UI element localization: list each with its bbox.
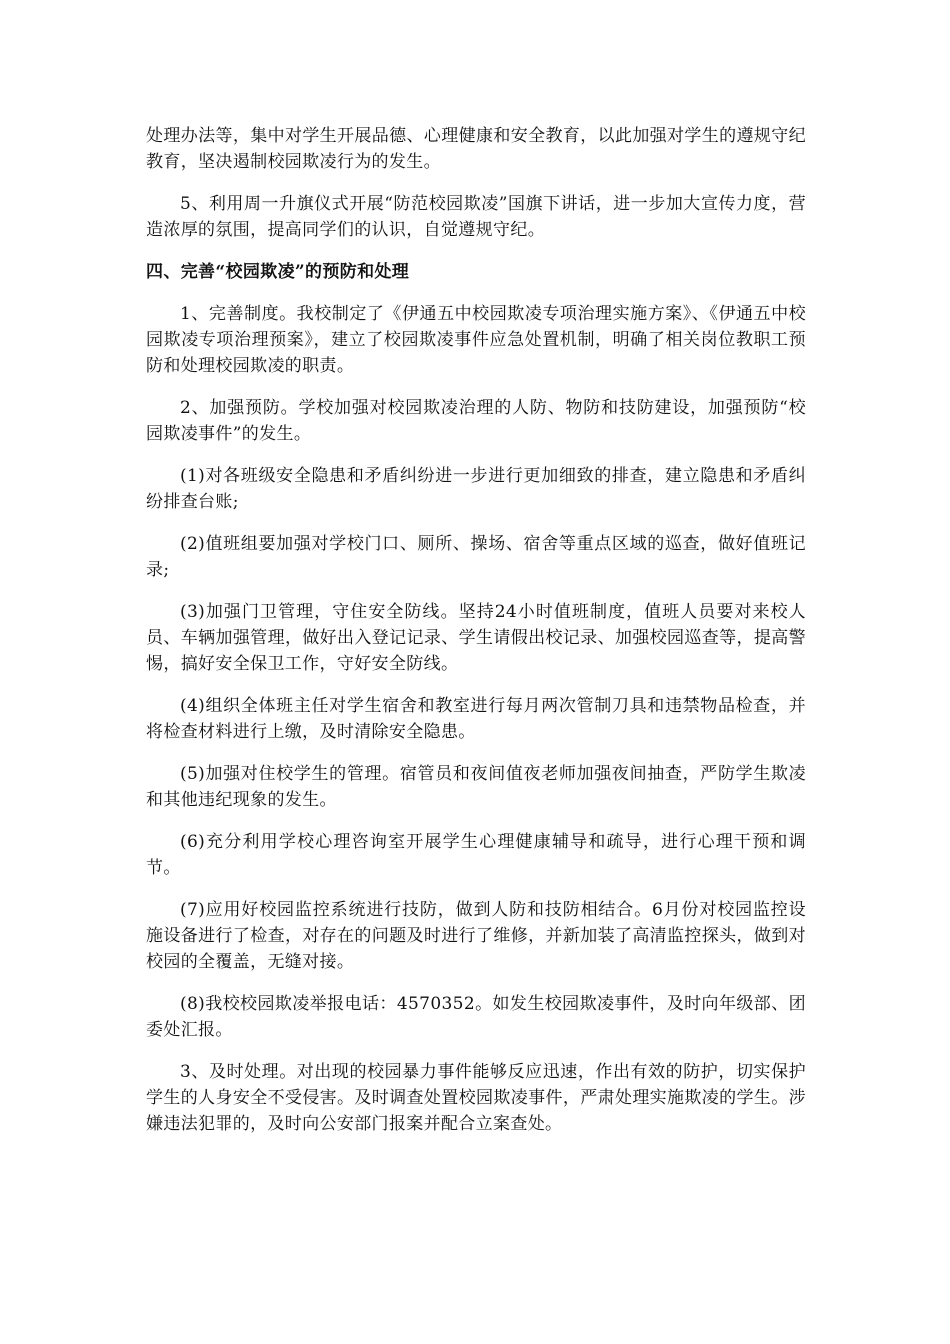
document-page [146, 123, 806, 1137]
paragraph-subitem-7: (7)应用好校园监控系统进行技防，做到人防和技防相结合。6月份对校园监控设施设备进行了检查，对存在的问题及时进行了维修，并新加装了高清监控探头，做到对校园的全覆盖，无缝对接。 [146, 900, 806, 972]
paragraph-item-2: 2、加强预防。学校加强对校园欺凌治理的人防、物防和技防建设，加强预防“校园欺凌事件”的发生。 [146, 398, 806, 444]
paragraph-subitem-2: (2)值班组要加强对学校门口、厕所、操场、宿舍等重点区域的巡查，做好值班记录; [146, 534, 806, 580]
paragraph-subitem-5: (5)加强对住校学生的管理。宿管员和夜间值夜老师加强夜间抽查，严防学生欺凌和其他违纪现象的发生。 [146, 764, 806, 810]
paragraph-subitem-6: (6)充分利用学校心理咨询室开展学生心理健康辅导和疏导，进行心理干预和调节。 [146, 832, 806, 878]
paragraph-subitem-3: (3)加强门卫管理，守住安全防线。坚持24小时值班制度，值班人员要对来校人员、车辆加强管理，做好出入登记记录、学生请假出校记录、加强校园巡查等，提高警惕，搞好安全保卫工作，守好安全防线。 [146, 602, 806, 674]
paragraph-item-3: 3、及时处理。对出现的校园暴力事件能够反应迅速，作出有效的防护，切实保护学生的人身安全不受侵害。及时调查处置校园欺凌事件，严肃处理实施欺凌的学生。涉嫌违法犯罪的，及时向公安部门报案并配合立案查处。 [146, 1062, 806, 1134]
paragraph-continuation: 处理办法等，集中对学生开展品德、心理健康和安全教育，以此加强对学生的遵规守纪教育，坚决遏制校园欺凌行为的发生。 [146, 126, 806, 172]
paragraph-subitem-4: (4)组织全体班主任对学生宿舍和教室进行每月两次管制刀具和违禁物品检查，并将检查材料进行上缴，及时清除安全隐患。 [146, 696, 806, 742]
section-heading-4: 四、完善“校园欺凌”的预防和处理 [146, 262, 410, 282]
paragraph-item-5: 5、利用周一升旗仪式开展“防范校园欺凌”国旗下讲话，进一步加大宣传力度，营造浓厚的氛围，提高同学们的认识，自觉遵规守纪。 [146, 194, 806, 240]
paragraph-item-1: 1、完善制度。我校制定了《伊通五中校园欺凌专项治理实施方案》、《伊通五中校园欺凌专项治理预案》，建立了校园欺凌事件应急处置机制，明确了相关岗位教职工预防和处理校园欺凌的职责。 [146, 304, 806, 376]
paragraph-subitem-8: (8)我校校园欺凌举报电话：4570352。如发生校园欺凌事件，及时向年级部、团委处汇报。 [146, 994, 806, 1040]
paragraph-subitem-1: (1)对各班级安全隐患和矛盾纠纷进一步进行更加细致的排查，建立隐患和矛盾纠纷排查台账; [146, 466, 806, 512]
